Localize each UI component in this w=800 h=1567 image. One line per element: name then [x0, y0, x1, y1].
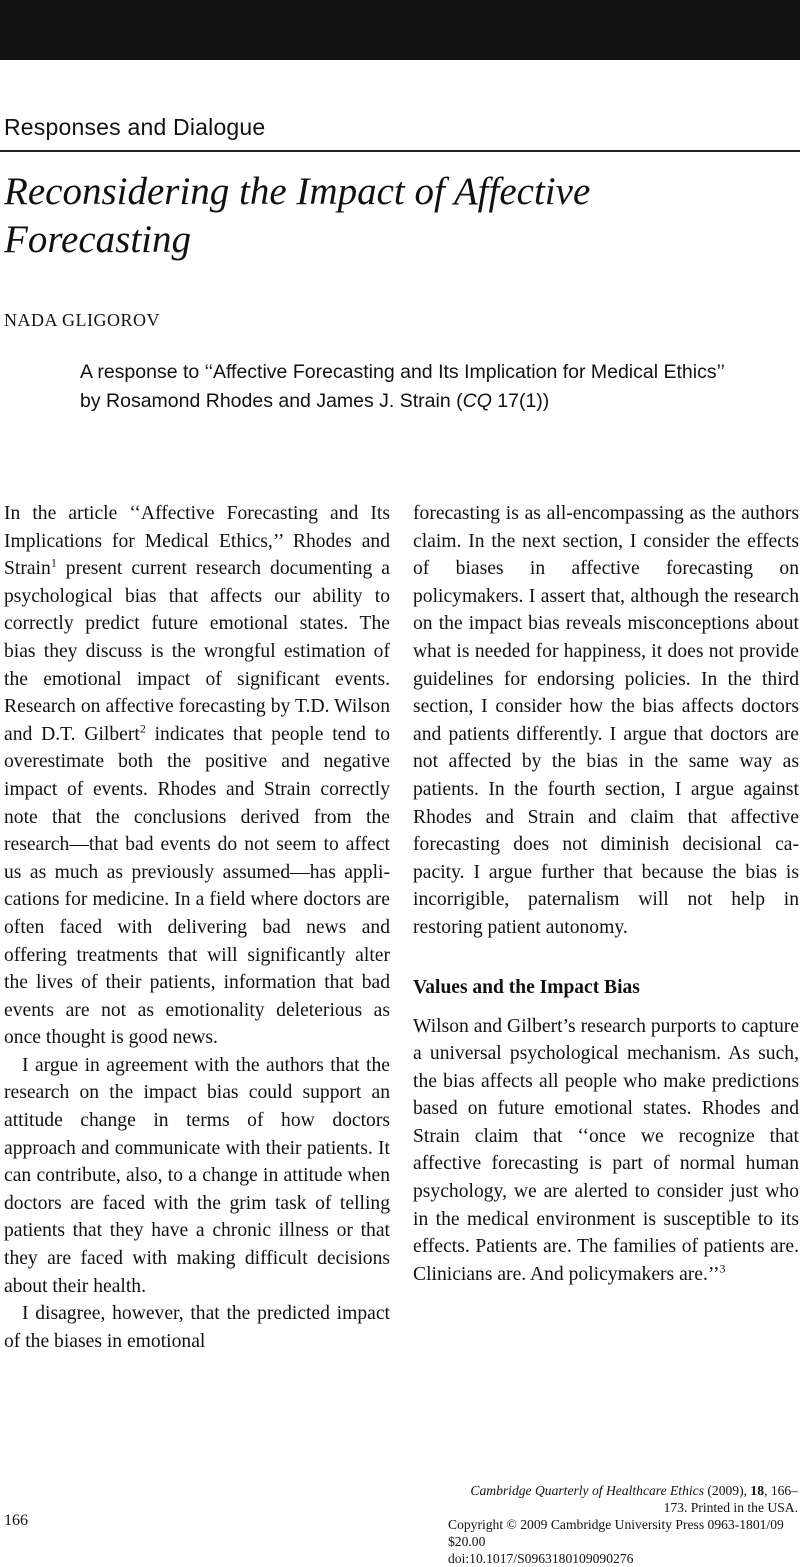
paragraph-1-part-c: indicates that people tend to overestimate both the positive and negative impact of events. Rhodes and Strain correctly note that the conclusions derived from the research—that bad events do not seem to affect us as much as previously assumed—has applications for medicine. In a field where doctors are often faced with delivering bad news and offering treatments that will significantly alter the lives of their patients, information that bad events are not as emotionality deleterious as once thought is good news. — [4, 723, 390, 1049]
section-label: Responses and Dialogue — [4, 114, 266, 140]
paragraph-4 — [413, 1013, 799, 1289]
response-note-issue: 17(1)) — [491, 390, 550, 412]
citation-year: (2009), — [703, 1483, 751, 1498]
section-heading-values: Values and the Impact Bias — [413, 976, 640, 998]
section-divider — [0, 150, 800, 152]
article-title: Reconsidering the Impact of Affective Forecasting — [4, 170, 591, 261]
copyright-line: Copyright © 2009 Cambridge University Press 0963-1801/09 $20.00 — [448, 1517, 784, 1549]
citation-pages: , 166–173. Printed in the USA. — [663, 1483, 798, 1515]
right-column — [413, 500, 799, 1288]
page-number: 166 — [4, 1512, 28, 1529]
footnote-ref-1[interactable]: 1 — [50, 555, 57, 570]
citation-line — [448, 1482, 798, 1516]
paragraph-3-start: I disagree, however, that the predicted impact of the biases in emotional — [4, 1303, 390, 1352]
volume-number: 18 — [750, 1483, 765, 1498]
doi-line[interactable]: doi:10.1017/S0963180109090276 — [448, 1551, 634, 1566]
footnote-ref-2[interactable]: 2 — [139, 721, 146, 736]
paragraph-2: I argue in agreement with the authors that the research on the impact bias could support an attitude change in terms of how doctors approach and communicate with their patients. It can contribute, also, to a change in attitude when doctors are faced with the grim task of telling patients that they have a chronic illness or that they are faced with making difficult decisions about their health. — [4, 1054, 390, 1297]
paragraph-3-continued: forecasting is as all-encompassing as the authors claim. In the next section, I consider the effects of biases in affective forecasting on policymakers. I assert that, although the research on the impact bias reveals misconceptions about what is needed for happiness, it does not provide guidelines for endorsing policies. In the third section, I consider how the bias affects doctors and patients differently. I argue that doctors are not affected by the bias in the same way as patients. In the fourth section, I argue against Rhodes and Strain and claim that affective forecasting does not diminish decisional capacity. I argue further that because the bias is incorrigible, paternalism will not help in restoring patient autonomy. — [413, 503, 799, 938]
response-note — [80, 358, 740, 416]
journal-abbrev: CQ — [462, 390, 492, 412]
paragraph-1 — [4, 500, 390, 1052]
left-column — [4, 500, 390, 1355]
author-name: NADA GLIGOROV — [4, 310, 160, 330]
paragraph-4-text: Wilson and Gilbert’s research purports to capture a universal psychological mechanism. As such, the bias affects all people who make predictions based on future emotional states. Rhodes and Strain claim that ‘‘once we recognize that affective forecasting is part of normal human psychology, we are alerted to consider just who in the medical environment is susceptible to its effects. Patients are. The families of patients are. Clinicians are. And policymakers are.’’ — [413, 1015, 799, 1285]
paragraph-1-part-b: present current research documenting a psychological bias that affects our ability to correctly predict future emotional states. The bias they discuss is the wrongful estimation of the emotional impact of significant events. Research on affective forecasting by T.D. Wilson and D.T. Gilbert — [4, 558, 390, 745]
footnote-ref-3[interactable]: 3 — [719, 1261, 726, 1276]
journal-name: Cambridge Quarterly of Healthcare Ethics — [470, 1483, 704, 1498]
citation-footer — [448, 1482, 798, 1567]
paragraph-1-part-a: In the article ‘‘Affective Forecasting and Its Implications for Medical Ethics,’’ Rhodes and Strain — [4, 503, 390, 580]
response-note-text: A response to ‘‘Affective Forecasting and Its Implication for Medical Ethics’’ by Rosamond Rhodes and James J. Strain ( — [80, 361, 725, 412]
top-black-bar — [0, 0, 800, 60]
